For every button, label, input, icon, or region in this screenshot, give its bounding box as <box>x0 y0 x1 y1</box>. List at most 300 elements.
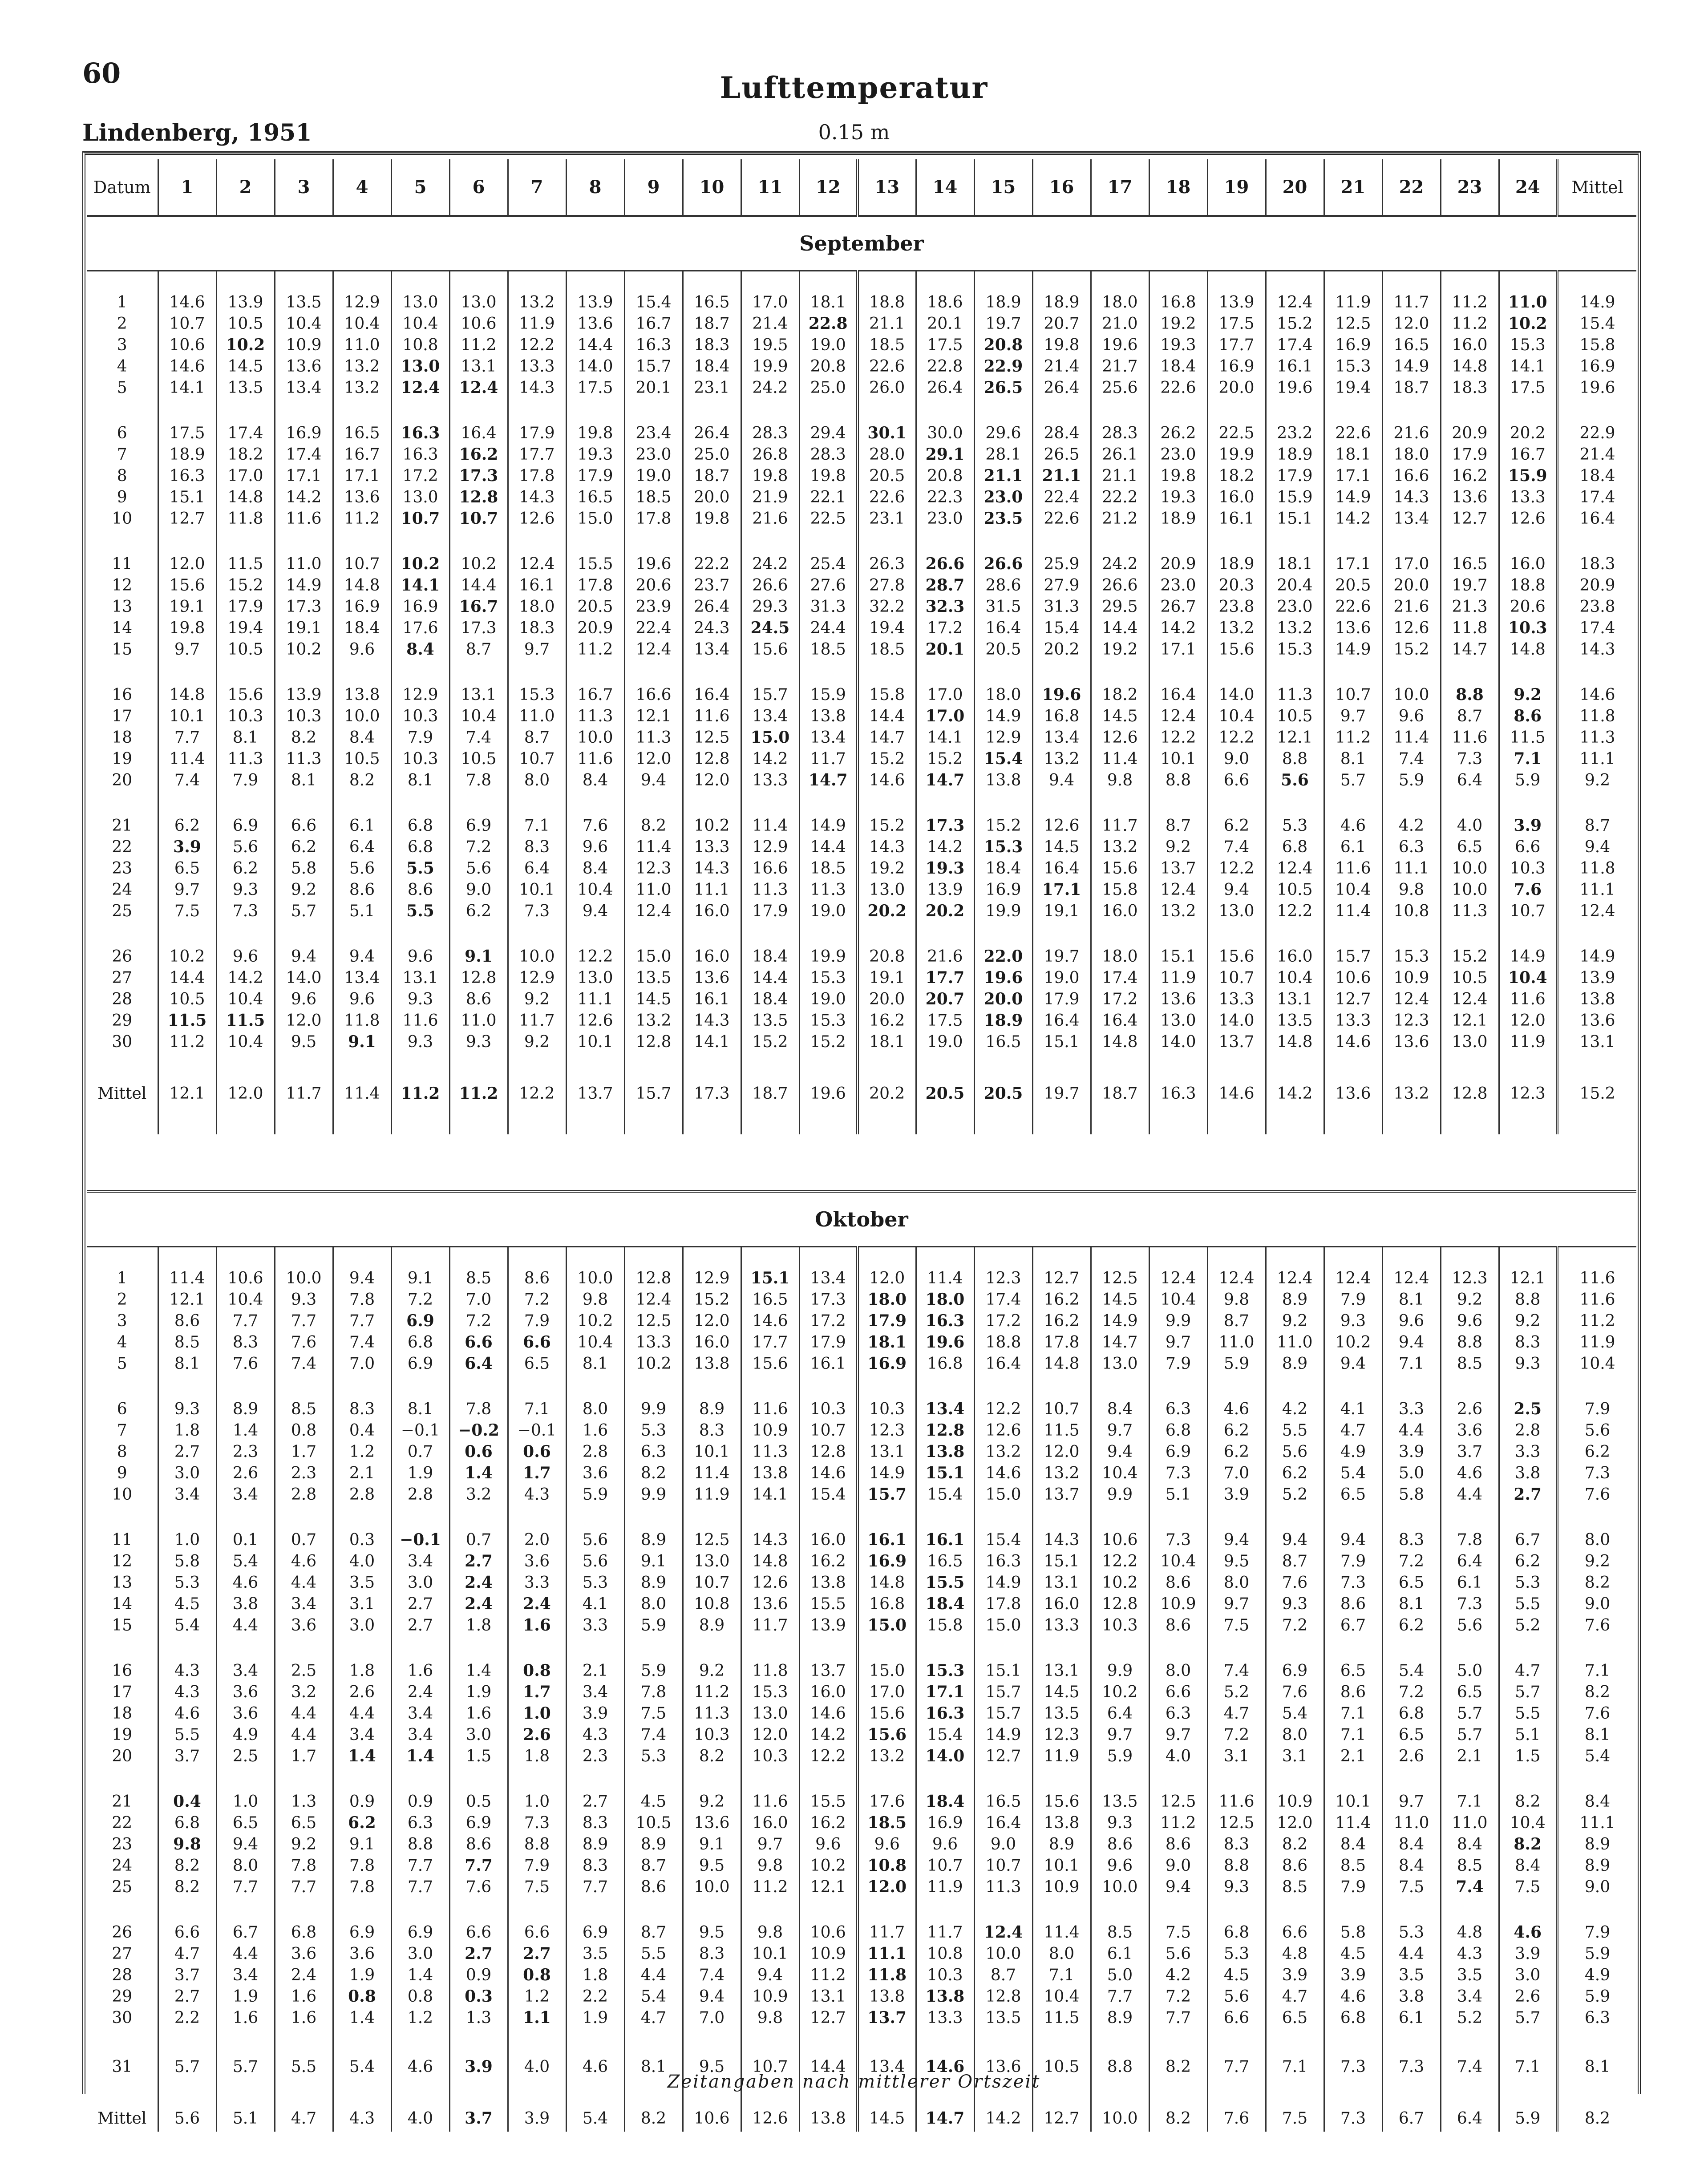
hour-value <box>391 815 449 836</box>
hour-value <box>216 508 275 529</box>
hour-value <box>1207 334 1266 356</box>
hour-value <box>216 967 275 988</box>
cell-value: 21.2 <box>1102 509 1138 528</box>
hour-value <box>1324 769 1382 791</box>
cell-value: 3.0 <box>407 1573 433 1592</box>
hour-value <box>566 1267 624 1289</box>
hour-value <box>1266 815 1324 836</box>
cell-value: 9.5 <box>1223 1552 1250 1570</box>
hour-value <box>566 617 624 639</box>
spacer-cell <box>858 1107 916 1134</box>
hour-value <box>391 2007 449 2028</box>
spacer-cell <box>87 271 158 292</box>
cell-value: 6.5 <box>1340 1485 1366 1504</box>
cell-value: 8.7 <box>640 1856 667 1875</box>
cell-value: 12.4 <box>1452 990 1488 1008</box>
cell-value: 18.2 <box>1218 466 1255 485</box>
hour-value <box>916 684 974 705</box>
cell-value: 14.6 <box>1218 1084 1255 1103</box>
hour-value <box>1324 1745 1382 1767</box>
hour-value <box>1499 1031 1557 1052</box>
cell-value: 6.6 <box>1223 2008 1250 2027</box>
spacer-cell <box>87 660 158 684</box>
spacer-cell <box>1032 398 1091 422</box>
table-row <box>87 1812 1636 1833</box>
cell-value: 17.4 <box>227 424 263 442</box>
hour-value <box>974 1353 1032 1374</box>
cell-value: 10.2 <box>461 554 497 573</box>
hour-value <box>858 1681 916 1703</box>
hour-value <box>1499 900 1557 922</box>
day-number: 5 <box>117 1354 127 1373</box>
spacer-cell <box>508 2028 566 2056</box>
cell-value: 12.0 <box>635 749 672 768</box>
cell-value: 13.2 <box>344 357 380 376</box>
cell-value: 11.8 <box>752 1661 788 1680</box>
cell-value: 5.3 <box>1282 816 1308 835</box>
hour-value <box>858 596 916 617</box>
cell-value: 12.2 <box>1218 859 1255 878</box>
cell-value: 7.7 <box>582 1878 608 1896</box>
hour-value <box>216 377 275 398</box>
spacer-cell <box>391 1052 449 1080</box>
day-number: 10 <box>112 1485 133 1504</box>
hour-value <box>624 1031 683 1052</box>
hour-value <box>1324 1986 1382 2007</box>
hour-value <box>974 422 1032 444</box>
cell-value: 16.5 <box>985 1792 1021 1811</box>
cell-value: 5.6 <box>465 859 492 878</box>
spacer-cell <box>1382 791 1441 815</box>
header-hour: 8 <box>566 159 624 216</box>
cell-value: 16.4 <box>1044 1011 1080 1030</box>
cell-value: 15.6 <box>169 576 205 595</box>
hour-value <box>216 1922 275 1943</box>
cell-value: 10.5 <box>227 314 263 333</box>
cell-value: 17.6 <box>869 1792 905 1811</box>
hour-value <box>858 1550 916 1572</box>
cell-value: 16.7 <box>577 685 613 704</box>
cell-value: 11.0 <box>344 336 380 354</box>
cell-value: 11.2 <box>401 1084 440 1103</box>
hour-value <box>1149 486 1207 508</box>
daily-mean <box>1557 465 1636 486</box>
hour-value <box>1441 1031 1499 1052</box>
hour-value <box>916 727 974 748</box>
cell-value: 6.7 <box>1515 1530 1541 1549</box>
hour-value <box>566 1615 624 1636</box>
hour-value <box>391 553 449 575</box>
table-row <box>87 1615 1636 1636</box>
cell-value: 16.3 <box>401 424 440 442</box>
hour-value <box>858 377 916 398</box>
daily-mean <box>1557 836 1636 858</box>
daily-mean <box>1557 815 1636 836</box>
cell-value: 8.9 <box>640 1573 667 1592</box>
hour-value <box>1382 1441 1441 1462</box>
hour-value <box>508 1353 566 1374</box>
hour-value <box>1149 1484 1207 1505</box>
spacer-cell <box>87 1107 158 1134</box>
cell-value: 22.2 <box>1102 488 1138 506</box>
hour-value <box>1441 1964 1499 1986</box>
table-row <box>87 1331 1636 1353</box>
cell-value: 12.3 <box>869 1421 905 1440</box>
spacer-cell <box>1324 1898 1382 1922</box>
hour-value <box>1207 988 1266 1010</box>
hour-value <box>1441 334 1499 356</box>
cell-value: 9.4 <box>1223 1530 1250 1549</box>
hour-value <box>858 1529 916 1550</box>
hour-value <box>333 1398 391 1420</box>
spacer-cell <box>508 1247 566 1268</box>
spacer-cell <box>1324 398 1382 422</box>
cell-value: 18.3 <box>519 619 555 637</box>
cell-value: 15.3 <box>519 685 555 704</box>
hour-value <box>566 1943 624 1964</box>
hour-value <box>1207 900 1266 922</box>
cell-value: 1.4 <box>465 1464 493 1482</box>
hour-value <box>216 1660 275 1681</box>
spacer-cell <box>566 271 624 292</box>
cell-value: 23.7 <box>694 576 730 595</box>
hour-value <box>974 313 1032 334</box>
page-number: 60 <box>82 57 121 89</box>
hour-value <box>1441 1876 1499 1898</box>
cell-value: 8.6 <box>1165 1616 1191 1635</box>
hour-value <box>916 553 974 575</box>
cell-value: 21.4 <box>1044 357 1080 376</box>
cell-value: 12.9 <box>985 728 1021 747</box>
cell-value: 14.0 <box>286 968 322 987</box>
hour-value <box>624 1986 683 2007</box>
cell-value: 18.4 <box>694 357 730 376</box>
hour-value <box>1149 967 1207 988</box>
spacer-cell <box>1091 1247 1149 1268</box>
hour-value <box>508 858 566 879</box>
cell-value: 1.8 <box>349 1661 375 1680</box>
hour-value <box>508 1484 566 1505</box>
hour-value <box>916 1791 974 1812</box>
cell-value: 10.7 <box>694 1573 730 1592</box>
hour-value <box>333 879 391 900</box>
cell-value: 11.3 <box>752 1442 788 1461</box>
hour-value <box>1441 575 1499 596</box>
spacer-cell <box>916 922 974 946</box>
cell-value: 4.5 <box>174 1594 200 1613</box>
cell-value: 15.3 <box>1335 357 1371 376</box>
hour-value <box>508 1964 566 1986</box>
table-row <box>87 2007 1636 2028</box>
cell-value: 1.0 <box>174 1530 200 1549</box>
hour-value <box>508 1572 566 1593</box>
cell-value: 6.4 <box>524 859 550 878</box>
hour-value <box>974 748 1032 769</box>
hour-value <box>799 334 858 356</box>
hour-value <box>1091 1550 1149 1572</box>
cell-value: 16.1 <box>1218 509 1255 528</box>
cell-value: 13.5 <box>985 2008 1021 2027</box>
hour-value <box>1441 1441 1499 1462</box>
cell-value: 8.3 <box>1515 1333 1541 1352</box>
cell-value: 11.2 <box>752 1878 788 1896</box>
hour-value <box>275 1398 333 1420</box>
hour-value <box>449 1267 508 1289</box>
hour-value <box>216 1791 275 1812</box>
cell-value: 18.4 <box>752 990 788 1008</box>
cell-value: 14.9 <box>985 1725 1021 1744</box>
cell-value: 8.6 <box>465 1835 492 1853</box>
cell-value: 20.6 <box>1510 597 1546 616</box>
spacer-cell <box>974 1374 1032 1398</box>
cell-value: 2.6 <box>1457 1400 1483 1418</box>
hour-value <box>1032 1031 1091 1052</box>
daily-mean <box>1557 1550 1636 1572</box>
cell-value: 12.8 <box>925 1421 965 1440</box>
hour-value <box>566 1922 624 1943</box>
cell-value: 10.4 <box>577 1333 613 1352</box>
cell-value: 15.2 <box>1277 314 1313 333</box>
hour-value <box>683 508 741 529</box>
hour-value <box>333 639 391 660</box>
cell-value: 10.8 <box>402 336 438 354</box>
cell-value: 8.2 <box>640 816 667 835</box>
cell-value: 8.5 <box>1457 1354 1483 1373</box>
hour-value <box>216 879 275 900</box>
hour-value <box>275 727 333 748</box>
spacer-cell <box>916 1898 974 1922</box>
hour-value <box>1441 356 1499 377</box>
hour-value <box>799 575 858 596</box>
hour-value <box>1266 1943 1324 1964</box>
hour-value <box>1499 334 1557 356</box>
hour-value <box>741 1745 799 1767</box>
hour-value <box>858 1724 916 1745</box>
cell-value: 19.1 <box>869 968 905 987</box>
cell-value: 9.2 <box>1514 685 1542 704</box>
cell-value: 11.9 <box>1335 293 1371 312</box>
cell-value: 16.0 <box>1218 488 1255 506</box>
cell-value: 10.7 <box>344 554 380 573</box>
cell-value: 13.8 <box>925 1987 965 2006</box>
hour-value <box>216 1398 275 1420</box>
hour-value <box>275 1031 333 1052</box>
cell-value: 9.3 <box>1223 1878 1250 1896</box>
hour-value <box>1499 748 1557 769</box>
cell-value: 1.4 <box>406 1747 434 1765</box>
hour-value <box>1091 1922 1149 1943</box>
cell-value: 5.3 <box>1515 1573 1541 1592</box>
cell-value: 7.0 <box>349 1354 375 1373</box>
cell-value: 23.0 <box>1160 445 1196 464</box>
hour-value <box>1149 1010 1207 1031</box>
cell-value: 11.9 <box>1044 1747 1080 1765</box>
cell-value: 8.8 <box>1457 1333 1483 1352</box>
hour-value <box>333 1855 391 1876</box>
spacer-cell <box>1324 1636 1382 1660</box>
cell-value: 13.3 <box>1510 488 1546 506</box>
hour-value <box>449 1310 508 1331</box>
hour-value <box>508 988 566 1010</box>
cell-value: 14.1 <box>694 1032 730 1051</box>
cell-value: 14.8 <box>752 1552 788 1570</box>
hour-value <box>275 1615 333 1636</box>
cell-value: 14.8 <box>1510 640 1546 659</box>
cell-value: 18.0 <box>1393 445 1429 464</box>
hour-value <box>1382 291 1441 313</box>
cell-value: 15.7 <box>635 1084 672 1103</box>
cell-value: 4.4 <box>232 1616 259 1635</box>
day-number: 8 <box>117 466 127 485</box>
hour-value <box>275 2007 333 2028</box>
cell-value: 5.5 <box>406 902 434 920</box>
hour-value <box>741 836 799 858</box>
hour-value <box>1266 1529 1324 1550</box>
cell-value: 13.6 <box>1452 488 1488 506</box>
cell-value: 5.8 <box>291 859 317 878</box>
cell-value: 14.4 <box>752 968 788 987</box>
hour-value <box>858 727 916 748</box>
hour-value <box>1091 1812 1149 1833</box>
spacer-cell <box>449 529 508 553</box>
cell-value: 19.4 <box>869 619 905 637</box>
hour-value <box>158 1681 216 1703</box>
cell-value: 14.5 <box>1044 838 1080 856</box>
cell-value: 14.2 <box>286 488 322 506</box>
spacer-cell <box>1382 1247 1441 1268</box>
hour-value <box>158 879 216 900</box>
hour-value <box>333 1289 391 1310</box>
hour-value <box>1091 334 1149 356</box>
cell-value: 7.7 <box>1223 2057 1250 2076</box>
hour-value <box>916 1660 974 1681</box>
spacer-cell <box>1266 1374 1324 1398</box>
cell-value: 13.0 <box>694 1552 730 1570</box>
hour-value <box>1091 2007 1149 2028</box>
spacer-cell <box>858 1247 916 1268</box>
cell-value: 13.4 <box>810 728 846 747</box>
spacer-cell <box>1382 271 1441 292</box>
hour-value <box>1441 946 1499 967</box>
hour-value <box>391 1031 449 1052</box>
spacer-cell <box>1091 2028 1149 2056</box>
spacer-cell <box>624 791 683 815</box>
cell-value: 9.5 <box>699 1856 725 1875</box>
cell-value: 6.6 <box>174 1923 200 1942</box>
hour-value <box>974 553 1032 575</box>
hour-value <box>741 596 799 617</box>
hour-value <box>391 705 449 727</box>
cell-value: 10.1 <box>1044 1856 1080 1875</box>
spacer-cell <box>391 1636 449 1660</box>
hour-value <box>1499 1833 1557 1855</box>
cell-value: 6.9 <box>407 1354 433 1373</box>
cell-value: 10.7 <box>985 1856 1021 1875</box>
hour-value <box>566 596 624 617</box>
hour-value <box>449 1353 508 1374</box>
cell-value: 26.7 <box>1160 597 1196 616</box>
table-row <box>87 639 1636 660</box>
cell-value: 3.6 <box>232 1704 259 1723</box>
cell-value: 21.1 <box>869 314 905 333</box>
hour-value <box>566 575 624 596</box>
cell-value: 14.8 <box>1452 357 1488 376</box>
hour-value <box>508 1660 566 1681</box>
mean-hour-value <box>449 2105 508 2132</box>
hour-value <box>508 1833 566 1855</box>
section-divider <box>87 1134 1636 1191</box>
cell-value: 12.3 <box>1452 1269 1488 1287</box>
cell-value: 6.3 <box>407 1813 433 1832</box>
cell-value: 7.3 <box>524 1813 550 1832</box>
cell-value: 16.1 <box>519 576 555 595</box>
cell-value: 9.4 <box>232 1835 259 1853</box>
hour-value <box>741 879 799 900</box>
cell-value: 3.6 <box>524 1552 550 1570</box>
cell-value: 5.3 <box>174 1573 200 1592</box>
cell-value: 13.0 <box>1452 1032 1488 1051</box>
cell-value: 16.2 <box>810 1813 846 1832</box>
spacer-cell <box>799 1247 858 1268</box>
spacer-cell <box>683 1505 741 1529</box>
hour-value <box>1266 1484 1324 1505</box>
cell-value: 19.0 <box>927 1032 963 1051</box>
spacer-cell <box>858 398 916 422</box>
hour-value <box>1091 684 1149 705</box>
spacer-cell <box>566 922 624 946</box>
cell-value: 21.6 <box>1393 424 1429 442</box>
hour-value <box>683 1398 741 1420</box>
cell-value: 8.7 <box>524 728 550 747</box>
hour-value <box>1266 639 1324 660</box>
spacer-cell <box>1091 922 1149 946</box>
hour-value <box>1091 1398 1149 1420</box>
cell-value: 17.1 <box>925 1683 965 1701</box>
cell-value: 10.4 <box>344 314 380 333</box>
cell-value: 12.2 <box>519 336 555 354</box>
spacer-cell <box>158 1052 216 1080</box>
spacer-cell <box>1499 1636 1557 1660</box>
cell-value: 18.0 <box>985 685 1021 704</box>
day-number: 9 <box>117 488 127 506</box>
spacer-cell <box>974 791 1032 815</box>
cell-value: 12.0 <box>694 1311 730 1330</box>
hour-value <box>1091 617 1149 639</box>
cell-value: 20.0 <box>1393 576 1429 595</box>
hour-value <box>683 879 741 900</box>
cell-value: 13.3 <box>519 357 555 376</box>
hour-value <box>333 313 391 334</box>
spacer-cell <box>275 1767 333 1791</box>
cell-value: 17.0 <box>925 707 965 725</box>
cell-value: 8.4 <box>349 728 375 747</box>
spacer-cell <box>1441 1767 1499 1791</box>
cell-value: 9.4 <box>349 1269 375 1287</box>
day-number: 22 <box>112 1813 133 1832</box>
cell-value: 15.2 <box>1393 640 1429 659</box>
cell-value: 9.1 <box>640 1552 667 1570</box>
cell-value: 18.2 <box>1102 685 1138 704</box>
hour-value <box>858 858 916 879</box>
cell-value: 1.0 <box>524 1792 550 1811</box>
cell-value: 12.9 <box>694 1269 730 1287</box>
hour-value <box>1441 444 1499 465</box>
cell-value: 2.8 <box>291 1485 317 1504</box>
daily-mean <box>1557 1922 1636 1943</box>
hour-value <box>1266 313 1324 334</box>
header-hour: 19 <box>1207 159 1266 216</box>
cell-value: 17.8 <box>519 466 555 485</box>
